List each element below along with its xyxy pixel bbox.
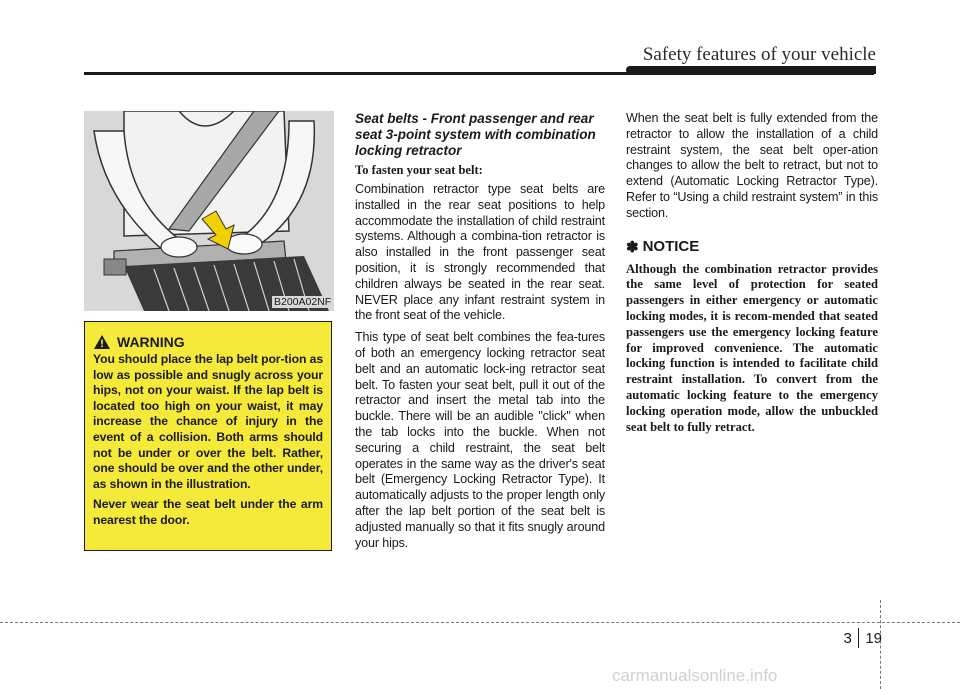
watermark: carmanualsonline.info [612, 666, 778, 685]
body-paragraph: Combination retractor type seat belts are installed in the rear seat positions to help accommodate the installation of child restraint systems. Although a combina-tion retractor is also installed in the front passenger seat position, it is strongly recommended that children always be seated in the rear seat. NEVER place any infant restraint system in the front seat of the vehicle. [355, 182, 605, 323]
header-title: Safety features of your vehicle [642, 44, 876, 65]
notice-asterisk-icon: ✽ [626, 238, 639, 256]
warning-header [93, 334, 323, 350]
page-number-value: 19 [865, 629, 882, 647]
body-paragraph: This type of seat belt combines the fea-tures of both an emergency locking retractor seat belt and an automatic lock-ing retractor seat belt. To fasten your seat belt, pull it out of the retractor and insert the metal tab into the buckle. There will be an audible "click" when the tab locks into the buckle. When not securing a child restraint, the seat belt operates in the same way as the driver's seat belt (Emergency Locking Retractor Type). It automatically adjusts to the proper length only after the lap belt portion of the seat belt is adjusted manually so that it fits snugly around your hips. [355, 330, 605, 550]
section-title: Seat belts - Front passenger and rear seat 3-point system with combination locking retractor [355, 111, 596, 158]
notice-title: NOTICE [642, 238, 700, 256]
warning-box [84, 321, 332, 551]
chapter-number: 3 [843, 629, 852, 647]
warning-paragraph: Never wear the seat belt under the arm nearest the door. [93, 497, 323, 527]
middle-column [355, 111, 605, 557]
section-subheading: To fasten your seat belt: [355, 163, 483, 177]
warning-paragraph: You should place the lap belt por-tion as low as possible and snugly across your hips, not on your waist. If the lap belt is located too high on your waist, it may increase the chance of injury in the event of a collision. Both arms should not be under or over the belt. Rather, one should be over and the other under, as shown in the illustration. [93, 352, 323, 491]
header-rule-accent [626, 66, 876, 74]
body-paragraph: When the seat belt is fully extended from the retractor to allow the installation of a child restraint system, the seat belt oper-ation changes to allow the belt to retract, but not to extend (Automatic Locking Retractor Type). Refer to “Using a child restraint system” in this section. [626, 111, 878, 220]
warning-icon [93, 334, 111, 350]
notice-header [626, 238, 878, 256]
right-column [626, 111, 878, 435]
seatbelt-drawing [84, 111, 334, 311]
page-number-separator [858, 628, 860, 648]
seatbelt-illustration [84, 111, 334, 311]
notice-text: Although the combination retractor provides the same level of protection for seated passengers in either emergency or automatic locking modes, it is recom-mended that seated passengers use the emergency locking feature for improved convenience. The automatic locking function is intended to facilitate child restraint installation. To convert from the automatic locking feature to the emergency locking operation mode, allow the unbuckled seat belt to fully retract. [626, 261, 878, 434]
footer-rule [0, 622, 960, 623]
warning-title: WARNING [117, 334, 185, 350]
figure-label: B200A02NF [274, 296, 332, 308]
page-number [843, 628, 882, 648]
